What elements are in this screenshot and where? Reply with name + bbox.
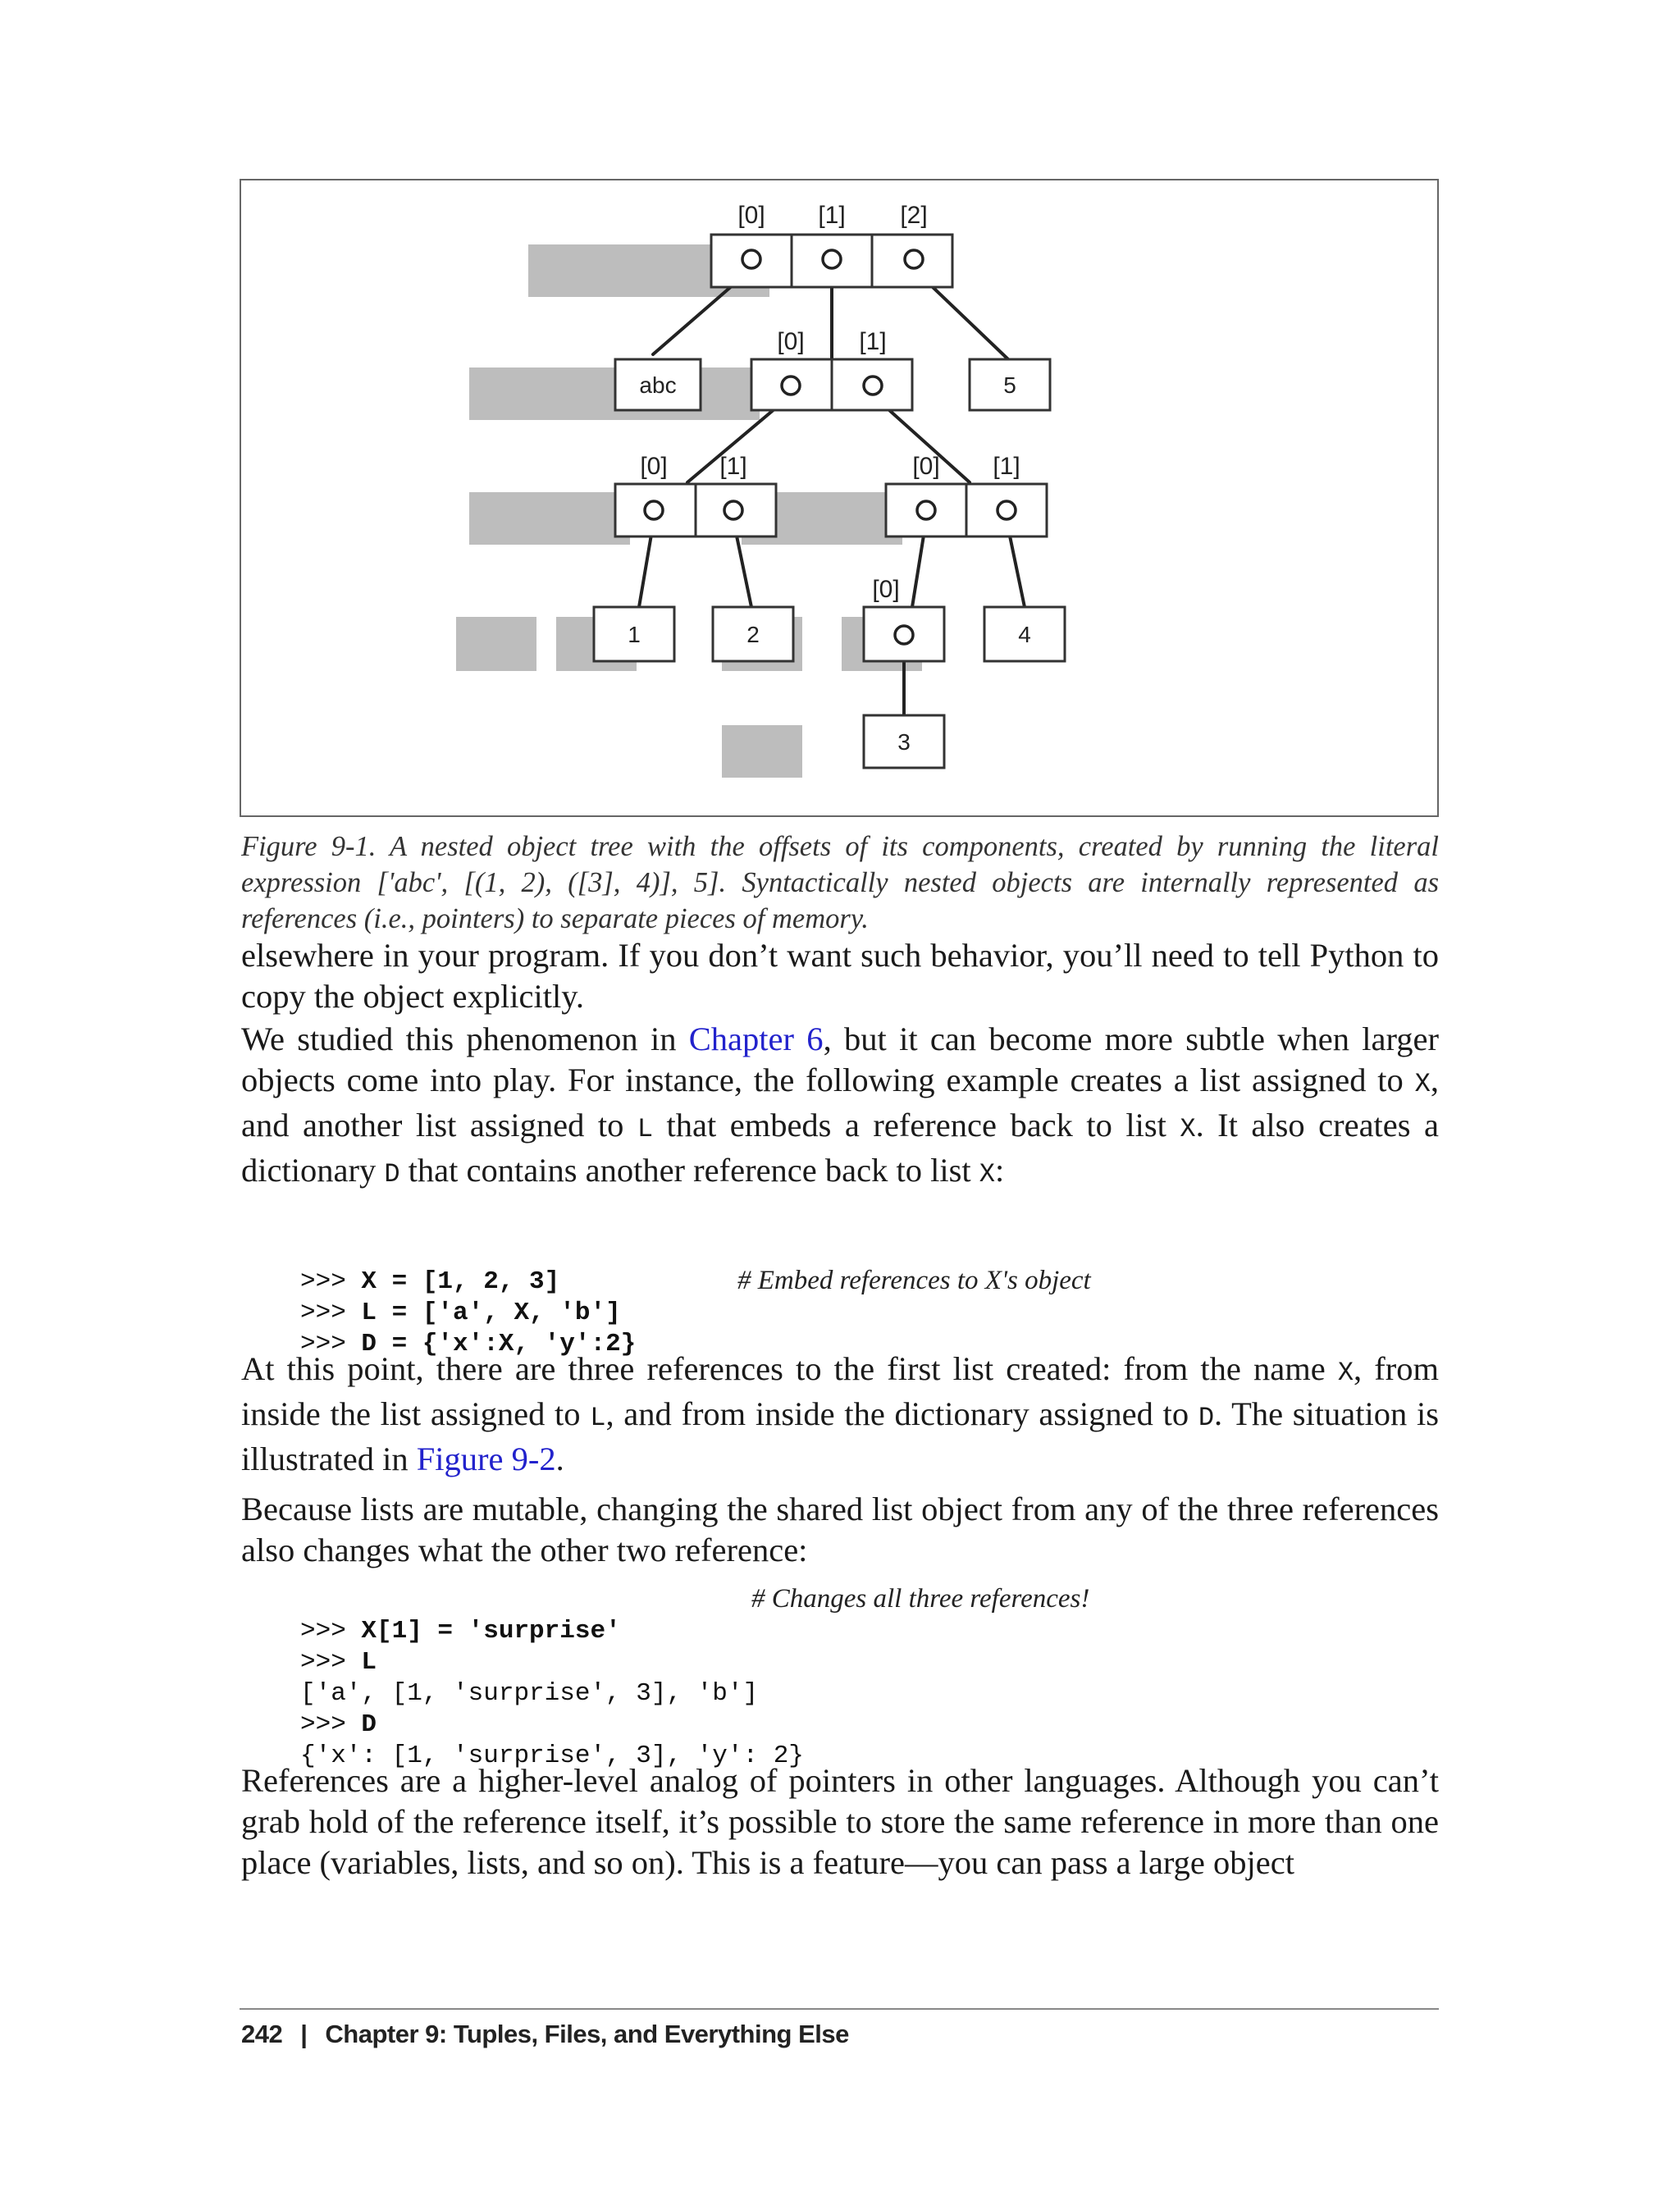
tuple-list3-4-node: [886, 453, 1047, 536]
inline-code: X: [979, 1159, 995, 1189]
text: , but it can become more subtle when larger objects come into play. For instance, the following example creates a list assigned to: [241, 1020, 1440, 1098]
value-4: 4: [1018, 622, 1031, 647]
code-comment: # Embed references to X's object: [737, 1266, 1091, 1295]
value-2: 2: [746, 622, 760, 647]
top-list-node: [711, 202, 952, 287]
text: :: [994, 1152, 1005, 1189]
value-3: 3: [897, 729, 911, 755]
prompt: >>>: [300, 1710, 362, 1739]
chapter-title: Chapter 9: Tuples, Files, and Everything Else: [325, 2020, 849, 2048]
value-5: 5: [1003, 372, 1016, 398]
text: At this point, there are three references to the first list created: from the name: [241, 1350, 1338, 1387]
offset-label: [0]: [640, 453, 668, 480]
footer-rule: [240, 2008, 1439, 2010]
code-line: [300, 1710, 1367, 1741]
offset-label: [0]: [777, 328, 805, 355]
code-line: [300, 1298, 1367, 1329]
code-comment: # Changes all three references!: [751, 1584, 1090, 1614]
code-command: D = {'x':X, 'y':2}: [361, 1330, 637, 1358]
text: Because lists are mutable, changing the shared list object from any of the three references also changes what the other two reference:: [241, 1491, 1439, 1568]
value-1: 1: [628, 622, 641, 647]
code-command: L = ['a', X, 'b']: [361, 1299, 621, 1327]
abc-node: [615, 359, 701, 410]
prompt: >>>: [300, 1330, 362, 1358]
offset-label: [0]: [912, 453, 940, 480]
inline-code: X: [1337, 1358, 1354, 1388]
inline-code: L: [637, 1114, 654, 1144]
text: , and another list assigned to: [241, 1061, 1439, 1144]
inline-code: X: [1180, 1114, 1196, 1144]
paragraph-three-references: [241, 1349, 1439, 1480]
text: , from inside the list assigned to: [241, 1350, 1439, 1432]
code-command: X = [1, 2, 3]: [361, 1267, 560, 1296]
value-2-node: [713, 607, 793, 661]
paragraph-copy-explicitly: [241, 935, 1439, 1017]
text: . It also creates a dictionary: [241, 1107, 1439, 1189]
code-command: L: [361, 1648, 377, 1677]
prompt: >>>: [300, 1267, 362, 1296]
offset-label: [1]: [719, 453, 747, 480]
page-number: 242: [241, 2020, 283, 2048]
prompt: >>>: [300, 1617, 362, 1646]
code-command: D: [361, 1710, 377, 1739]
offset-label: [2]: [900, 202, 928, 229]
text: that contains another reference back to list: [399, 1152, 979, 1189]
list-3-node: [864, 576, 944, 661]
figure-caption: Figure 9-1. A nested object tree with the offsets of its components, created by running the literal expression ['abc', [(1, 2), ([3], 4)], 5]. Syntactically nested objects are internally represented as references (i.e., pointers) to separate pieces of memory.: [241, 831, 1439, 934]
five-node: [970, 359, 1050, 410]
text: , and from inside the dictionary assigned to: [605, 1395, 1198, 1432]
value-4-node: [984, 607, 1065, 661]
tuple-1-2-node: [615, 453, 776, 536]
figure-nested-object-tree: [240, 179, 1439, 817]
footer-separator: |: [300, 2020, 308, 2048]
paragraph-mutable: [241, 1489, 1439, 1571]
inline-code: D: [1198, 1403, 1215, 1433]
code-line: [300, 1647, 1367, 1678]
text: that embeds a reference back to list: [653, 1107, 1180, 1144]
text: References are a higher-level analog of pointers in other languages. Although you can’t grab hold of the reference itself, it’s possible to store the same reference in more than one place (variables, lists, and so on). This is a feature—you can pass a large object: [241, 1762, 1439, 1881]
page-footer: [241, 2020, 849, 2049]
offset-label: [1]: [993, 453, 1020, 480]
value-3-node: [864, 715, 944, 768]
tree-diagram: [241, 180, 1440, 819]
code-command: X[1] = 'surprise': [361, 1617, 621, 1646]
inline-code: D: [384, 1159, 400, 1189]
offset-label: [1]: [818, 202, 846, 229]
text: .: [555, 1440, 564, 1477]
offset-label: [0]: [737, 202, 765, 229]
prompt: >>>: [300, 1299, 362, 1327]
prompt: >>>: [300, 1648, 362, 1677]
code-output: ['a', [1, 'surprise', 3], 'b']: [300, 1679, 759, 1708]
figure-9-2-link[interactable]: Figure 9-2: [416, 1440, 556, 1477]
code-line: [300, 1616, 1367, 1647]
text: elsewhere in your program. If you don’t want such behavior, you’ll need to tell Python to copy the object explicitly.: [241, 937, 1439, 1015]
offset-label: [1]: [859, 328, 887, 355]
inline-code: L: [590, 1403, 606, 1433]
value-abc: abc: [639, 372, 677, 398]
text: . The situation is illustrated in: [241, 1395, 1439, 1477]
paragraph-pointers: [241, 1760, 1439, 1883]
chapter-6-link[interactable]: Chapter 6: [688, 1020, 824, 1057]
inline-code: X: [1414, 1069, 1431, 1099]
code-output: {'x': [1, 'surprise', 3], 'y': 2}: [300, 1742, 804, 1770]
text: We studied this phenomenon in: [241, 1020, 689, 1057]
offset-label: [0]: [872, 576, 900, 603]
paragraph-phenomenon: [241, 1019, 1439, 1195]
value-1-node: [594, 607, 674, 661]
